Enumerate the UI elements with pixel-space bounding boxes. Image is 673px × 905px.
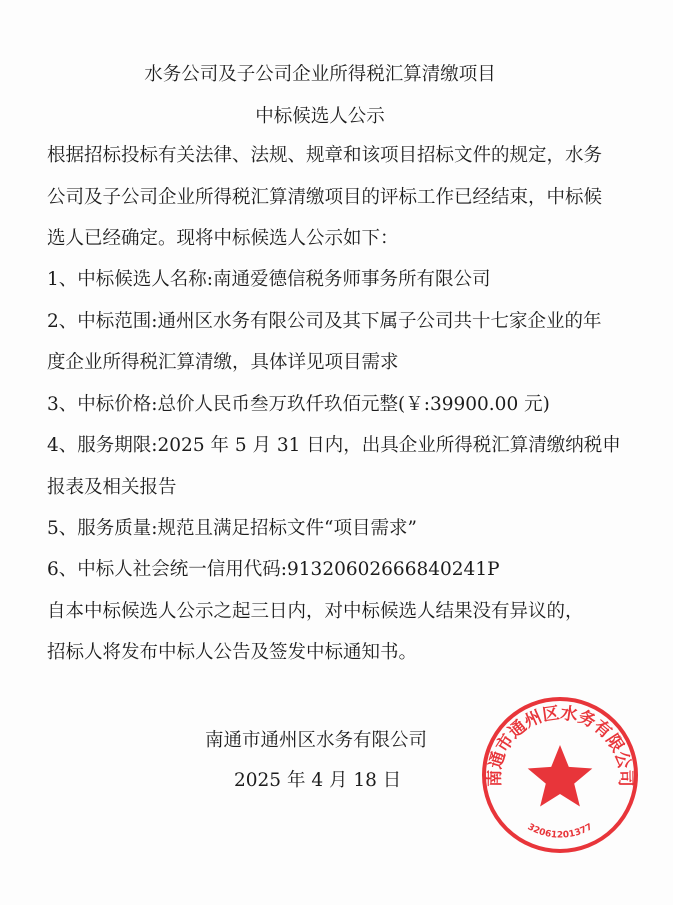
star-icon: [528, 745, 593, 807]
item-4-period-cont: 报表及相关报告: [47, 477, 177, 498]
item-2-scope-cont: 度企业所得税汇算清缴，具体详见项目需求: [47, 352, 399, 373]
body-line: 公司及子公司企业所得税汇算清缴项目的评标工作已经结束，中标候: [47, 187, 603, 208]
company-seal-stamp: [480, 695, 640, 855]
item-1-winner: 1、中标候选人名称:南通爱德信税务师事务所有限公司: [47, 269, 491, 290]
item-5-quality: 5、服务质量:规范且满足招标文件“项目需求”: [47, 518, 417, 539]
body-line: 根据招标投标有关法律、法规、规章和该项目招标文件的规定，水务: [47, 145, 603, 166]
item-2-scope: 2、中标范围:通州区水务有限公司及其下属子公司共十七家企业的年: [47, 311, 602, 332]
document-subtitle: 中标候选人公示: [255, 106, 385, 127]
stamp-code: 32061201377: [525, 822, 595, 841]
item-4-period: 4、服务期限:2025 年 5 月 31 日内，出具企业所得税汇算清缴纳税申: [47, 435, 621, 456]
body-line: 选人已经确定。现将中标候选人公示如下：: [47, 228, 399, 249]
closing-line: 自本中标候选人公示之起三日内，对中标候选人结果没有异议的，: [47, 601, 584, 622]
closing-line: 招标人将发布中标人公告及签发中标通知书。: [47, 642, 418, 663]
signature-date: 2025 年 4 月 18 日: [234, 770, 402, 791]
item-3-price: 3、中标价格:总价人民币叁万玖仟玖佰元整(￥:39900.00 元): [47, 394, 550, 415]
item-6-credit-code: 6、中标人社会统一信用代码:91320602666840241P: [47, 559, 500, 580]
signature-organization: 南通市通州区水务有限公司: [205, 730, 428, 751]
document-title: 水务公司及子公司企业所得税汇算清缴项目: [144, 64, 496, 85]
stamp-text: 南通市通州区水务有限公司: [484, 703, 636, 787]
